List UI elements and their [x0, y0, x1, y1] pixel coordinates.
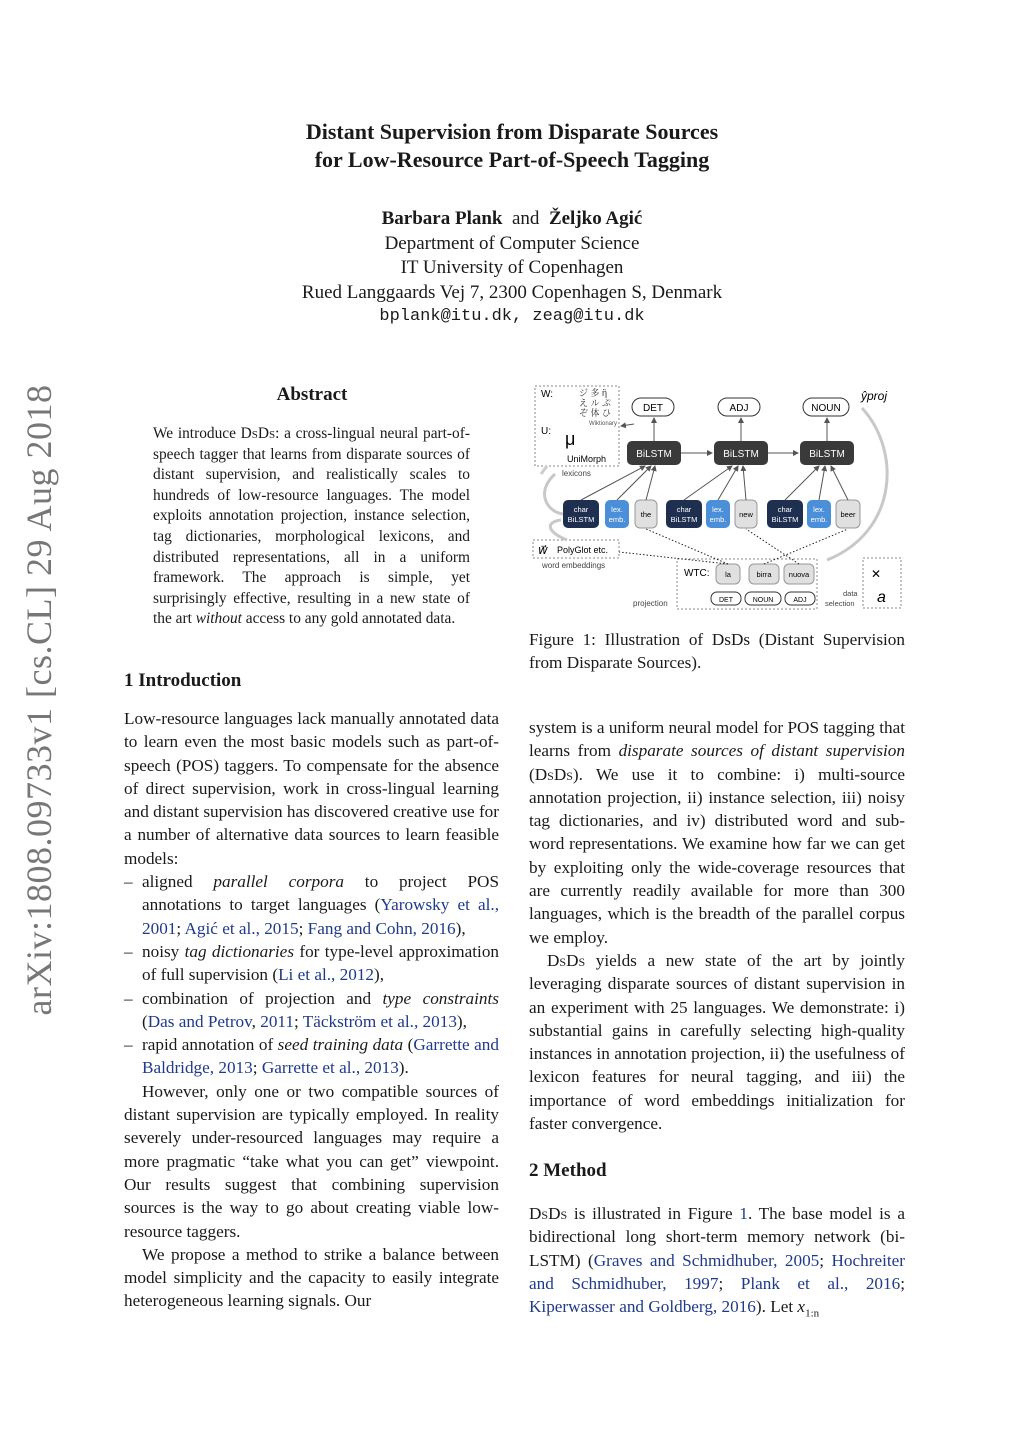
- svg-text:BiLSTM: BiLSTM: [771, 515, 799, 524]
- lexicon-arrow: [541, 466, 547, 474]
- data-selection-label-1: data: [843, 589, 858, 598]
- svg-text:lex.: lex.: [611, 505, 623, 514]
- figure-ref-link[interactable]: 1: [739, 1204, 748, 1223]
- citation-link[interactable]: 2011: [260, 1011, 294, 1031]
- svg-text:ADJ: ADJ: [793, 597, 807, 604]
- right-column-body: [529, 716, 905, 1135]
- wiktionary-glyphs-3: ぞ 体 ひ: [579, 408, 612, 418]
- embedding-vec-icon: w⃗: [538, 543, 548, 557]
- svg-text:DET: DET: [643, 403, 663, 414]
- wiktionary-glyphs: ジ 多 ἢ: [579, 388, 608, 398]
- source-tag-noun: [745, 592, 781, 605]
- intro-heading: 1 Introduction: [124, 670, 242, 691]
- wiktionary-glyphs-2: え ル ぷ: [579, 398, 612, 408]
- data-selection-label-2: selection: [825, 599, 855, 608]
- lexicons-label: lexicons: [562, 469, 591, 478]
- intro-para-3: We propose a method to strike a balance between model simplicity and the capacity to easily integrate heterogeneous learning signals. Our: [124, 1244, 499, 1311]
- input-group-2: [666, 500, 757, 528]
- svg-text:emb.: emb.: [608, 515, 626, 524]
- source-word-birra: [749, 564, 779, 584]
- abstract-heading: Abstract: [276, 384, 348, 405]
- intro-bullet-2: – noisy tag dictionaries for type-level approximation of full supervision (Li et al., 2012),: [124, 940, 499, 987]
- intro-bullet-3: – combination of projection and type constraints (Das and Petrov, 2011; Täckström et al., 2013),: [124, 987, 499, 1034]
- author-line: [0, 207, 1024, 232]
- svg-text:DET: DET: [719, 597, 733, 604]
- right-para-2: DsDs yields a new state of the art by jointly leveraging disparate sources of distant supervision in an experiment with 25 languages. We demonstrate: i) substantial gains in carefully selecting high-quality instances in annotation projection, ii) the usefulness of lexicon features for neural tagging, and iii) the importance of word embeddings initialization for faster convergence.: [529, 950, 905, 1134]
- y-proj-label: ŷproj: [861, 389, 888, 403]
- citation-link[interactable]: Täckström et al., 2013: [302, 1011, 457, 1031]
- lexicon-w-label: W:: [541, 389, 554, 400]
- svg-text:BiLSTM: BiLSTM: [723, 449, 759, 460]
- citation-link[interactable]: Agić et al., 2015: [184, 918, 299, 938]
- svg-text:BiLSTM: BiLSTM: [809, 449, 845, 460]
- intro-para-2: However, only one or two compatible sources of distant supervision are typically employed. In reality severely under-resourced languages may require a more pragmatic “take what you can get” viewpoint. Our results suggest that combining supervision sources is the way to go about creating viable low-resource taggers.: [124, 1081, 499, 1241]
- citation-link[interactable]: Das and Petrov: [147, 1011, 252, 1031]
- author-and: and: [512, 208, 540, 229]
- lexicon-feed-curve: [545, 474, 563, 514]
- svg-text:beer: beer: [840, 510, 856, 519]
- input-group-3: [767, 500, 860, 528]
- citation-link[interactable]: Fang and Cohn, 2016: [307, 918, 456, 938]
- method-heading: 2 Method: [529, 1160, 607, 1181]
- svg-text:lex.: lex.: [813, 505, 825, 514]
- mu-icon: μ: [565, 429, 576, 449]
- bilstm-node-2: [714, 441, 768, 465]
- svg-text:ADJ: ADJ: [729, 403, 749, 414]
- right-para-1: system is a uniform neural model for POS tagging that learns from disparate sources of distant supervision (DsDs). We use it to combine: i) multi-source annotation projection, ii) instance selection, iii) noisy tag dictionaries, and iv) distributed word and sub-word representations. We examine how far we can get by exploiting only the wide-coverage resources that are currently readily available for more than 300 languages, which is the breadth of the parallel corpus we employ.: [529, 718, 905, 947]
- source-word-la: [716, 564, 740, 584]
- abstract-text-2: : a cross-lingual neural part-of-speech tagger that learns from disparate sources of distant supervision, and realistically scales to hundreds of low-resource languages. The model exploits annotation projection, instance selection, tag dictionaries, morphological lexicons, and distributed representations, all in a uniform framework. The approach is simple, yet surprisingly effective, resulting in a new state of the art: [153, 425, 470, 628]
- svg-text:new: new: [739, 510, 753, 519]
- bilstm-node-3: [800, 441, 854, 465]
- arxiv-stamp: arXiv:1808.09733v1 [cs.CL] 29 Aug 2018: [19, 384, 59, 1016]
- projection-label: projection: [633, 599, 668, 608]
- paper-title: [0, 118, 1024, 174]
- svg-text:lex.: lex.: [712, 505, 724, 514]
- author-address: Rued Langgaards Vej 7, 2300 Copenhagen S, Denmark: [301, 281, 723, 303]
- source-tag-adj: [785, 592, 815, 605]
- method-para-1: DsDs is illustrated in Figure 1. The base model is a bidirectional long short-term memory network (bi-LSTM) (Graves and Schmidhuber, 2005; Hochreiter and Schmidhuber, 1997; Plank et al., 2016; Kiperwasser and Goldberg, 2016). Let $x_{1:n}$: [529, 1204, 905, 1320]
- tag-adj-node: [718, 398, 760, 416]
- source-word-nuova: [784, 564, 814, 584]
- svg-text:BiLSTM: BiLSTM: [670, 515, 698, 524]
- input-group-1: [563, 500, 657, 528]
- svg-text:the: the: [640, 510, 652, 519]
- wiktionary-label: Wiktionary: [589, 421, 618, 427]
- citation-link[interactable]: Hochreiter and Schmidhuber, 1997: [529, 1250, 905, 1293]
- abstract-body: [153, 424, 470, 630]
- unimorph-label: UniMorph: [567, 454, 607, 464]
- author-department: Department of Computer Science: [384, 232, 640, 254]
- source-tag-det: [711, 592, 741, 605]
- alpha-symbol: a: [877, 589, 886, 606]
- citation-link[interactable]: Yarowsky et al., 2001: [142, 895, 499, 938]
- citation-link[interactable]: Kiperwasser and Goldberg, 2016: [529, 1297, 756, 1317]
- intro-bullet-1: – aligned parallel corpora to project POS annotations to target languages (Yarowsky et al., 2001; Agić et al., 2015; Fang and Cohn, 2016),: [124, 870, 499, 940]
- abstract-dsds: DsDs: [240, 425, 276, 442]
- svg-text:nuova: nuova: [788, 570, 810, 579]
- svg-text:char: char: [573, 505, 589, 514]
- tag-noun-node: [803, 398, 849, 416]
- svg-text:char: char: [676, 505, 692, 514]
- bilstm-node-1: [627, 441, 681, 465]
- author-email: bplank@itu.dk, zeag@itu.dk: [379, 307, 645, 326]
- polyglot-label: PolyGlot etc.: [557, 545, 609, 555]
- citation-link[interactable]: Plank et al., 2016: [740, 1273, 901, 1293]
- intro-bullet-list: [124, 870, 499, 1080]
- svg-text:NOUN: NOUN: [811, 403, 841, 414]
- abstract-without: without: [195, 610, 242, 628]
- citation-link[interactable]: Garrette et al., 2013: [261, 1058, 399, 1078]
- author-block: [0, 207, 1024, 330]
- citation-link[interactable]: Li et al., 2012: [278, 965, 375, 985]
- svg-text:char: char: [777, 505, 793, 514]
- svg-text:BiLSTM: BiLSTM: [567, 515, 595, 524]
- svg-text:emb.: emb.: [709, 515, 727, 524]
- math-x: x: [797, 1297, 806, 1317]
- projection-curve: [827, 408, 887, 560]
- svg-text:NOUN: NOUN: [752, 597, 774, 604]
- method-body: [529, 1202, 905, 1326]
- figure-1-diagram: [527, 382, 907, 612]
- intro-bullet-4: – rapid annotation of seed training data (Garrette and Baldridge, 2013; Garrette et al., 2013).: [124, 1033, 499, 1080]
- svg-text:birra: birra: [756, 570, 772, 579]
- figure-1-caption: Figure 1: Illustration of DsDs (Distant Supervision from Disparate Sources).: [529, 630, 905, 672]
- svg-text:BiLSTM: BiLSTM: [636, 449, 672, 460]
- citation-link[interactable]: Graves and Schmidhuber, 2005: [593, 1250, 820, 1270]
- intro-para-1: Low-resource languages lack manually annotated data to learn even the most basic models such as part-of-speech (POS) taggers. To compensate for the absence of direct supervision, work in cross-lingual learning and distant supervision has discovered creative use for a number of alternative data sources to learn feasible models:: [124, 709, 499, 868]
- citation-link[interactable]: Garrette and Baldridge, 2013: [142, 1035, 499, 1078]
- title-line-2: for Low-Resource Part-of-Speech Tagging: [314, 147, 710, 172]
- intro-body: [124, 707, 499, 1313]
- math-x-subscript: 1:n: [805, 1307, 820, 1320]
- data-selection-glyph: ✕: [871, 567, 882, 581]
- svg-text:emb.: emb.: [810, 515, 828, 524]
- lexicon-u-label: U:: [541, 426, 551, 437]
- abstract-text-1: We introduce: [153, 425, 241, 442]
- svg-text:la: la: [725, 570, 731, 579]
- author-university: IT University of Copenhagen: [400, 257, 624, 278]
- abstract-text-3: access to any gold annotated data.: [241, 610, 456, 628]
- tag-det-node: [632, 398, 674, 416]
- author-2: Željko Agić: [548, 208, 643, 229]
- title-line-1: Distant Supervision from Disparate Sources: [305, 119, 719, 144]
- wtc-label: WTC:: [684, 568, 710, 579]
- author-1: Barbara Plank: [381, 208, 503, 229]
- word-embeddings-label: word embeddings: [542, 561, 606, 570]
